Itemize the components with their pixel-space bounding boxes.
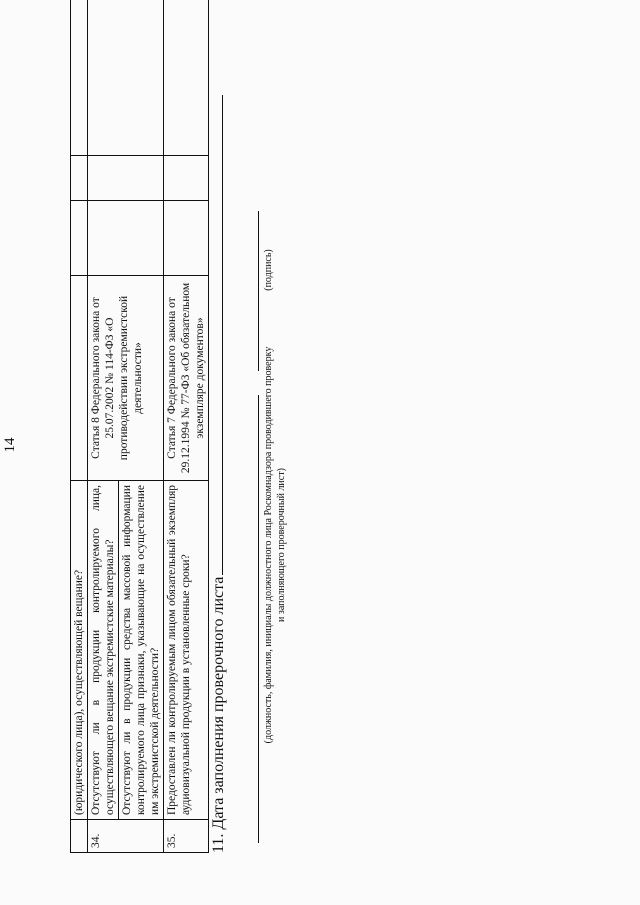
answer-cell — [164, 201, 209, 276]
signature-underline — [258, 211, 259, 843]
answer-cell — [88, 156, 164, 201]
answer-cell — [88, 201, 164, 276]
official-caption: (должность, фамилия, инициалы должностного лица Роскомнадзора проводившего проверку и заполняющего проверочный лист) — [263, 346, 287, 744]
checklist-table — [70, 0, 209, 853]
note-cell — [88, 0, 164, 156]
answer-cell — [71, 156, 88, 201]
note-cell — [164, 0, 209, 156]
law-reference-cell: Статья 7 Федерального закона от 29.12.1994 № 77-ФЗ «Об обязательном экземпляре документов» — [164, 276, 209, 481]
table-row — [88, 0, 119, 853]
table-row — [71, 0, 88, 853]
row-number-cell: 34. — [88, 820, 164, 853]
question-cell: Отсутствуют ли в продукции контролируемого лица, осуществляющего вещание экстремистские материалы? — [88, 481, 119, 820]
continuation-question-cell: (юридического лица), осуществляющей вещание? — [71, 481, 88, 820]
page-number: 14 — [2, 437, 18, 453]
date-underline — [208, 95, 223, 575]
signature-caption: (подпись) — [263, 249, 274, 291]
question-cell: Предоставлен ли контролируемым лицом обязательный экземпляр аудиовизуальной продукции в установленные сроки? — [164, 481, 209, 820]
question-cell: Отсутствуют ли в продукции средства массовой информации контролируемого лица признаки, указывающие на осуществление им экстремистской деятельности? — [119, 481, 164, 820]
note-cell — [71, 0, 88, 156]
fill-date-line — [208, 95, 228, 853]
answer-cell — [164, 156, 209, 201]
table-row — [164, 0, 209, 853]
law-reference-cell: Статья 8 Федерального закона от 25.07.2002 № 114-ФЗ «О противодействии экстремистской деятельности» — [88, 276, 164, 481]
signature-line-gap — [258, 371, 261, 395]
row-number-cell: 35. — [164, 820, 209, 853]
law-reference-cell — [71, 276, 88, 481]
answer-cell — [71, 201, 88, 276]
fill-date-label: 11. Дата заполнения проверочного листа — [210, 576, 227, 853]
row-number-cell — [71, 820, 88, 853]
